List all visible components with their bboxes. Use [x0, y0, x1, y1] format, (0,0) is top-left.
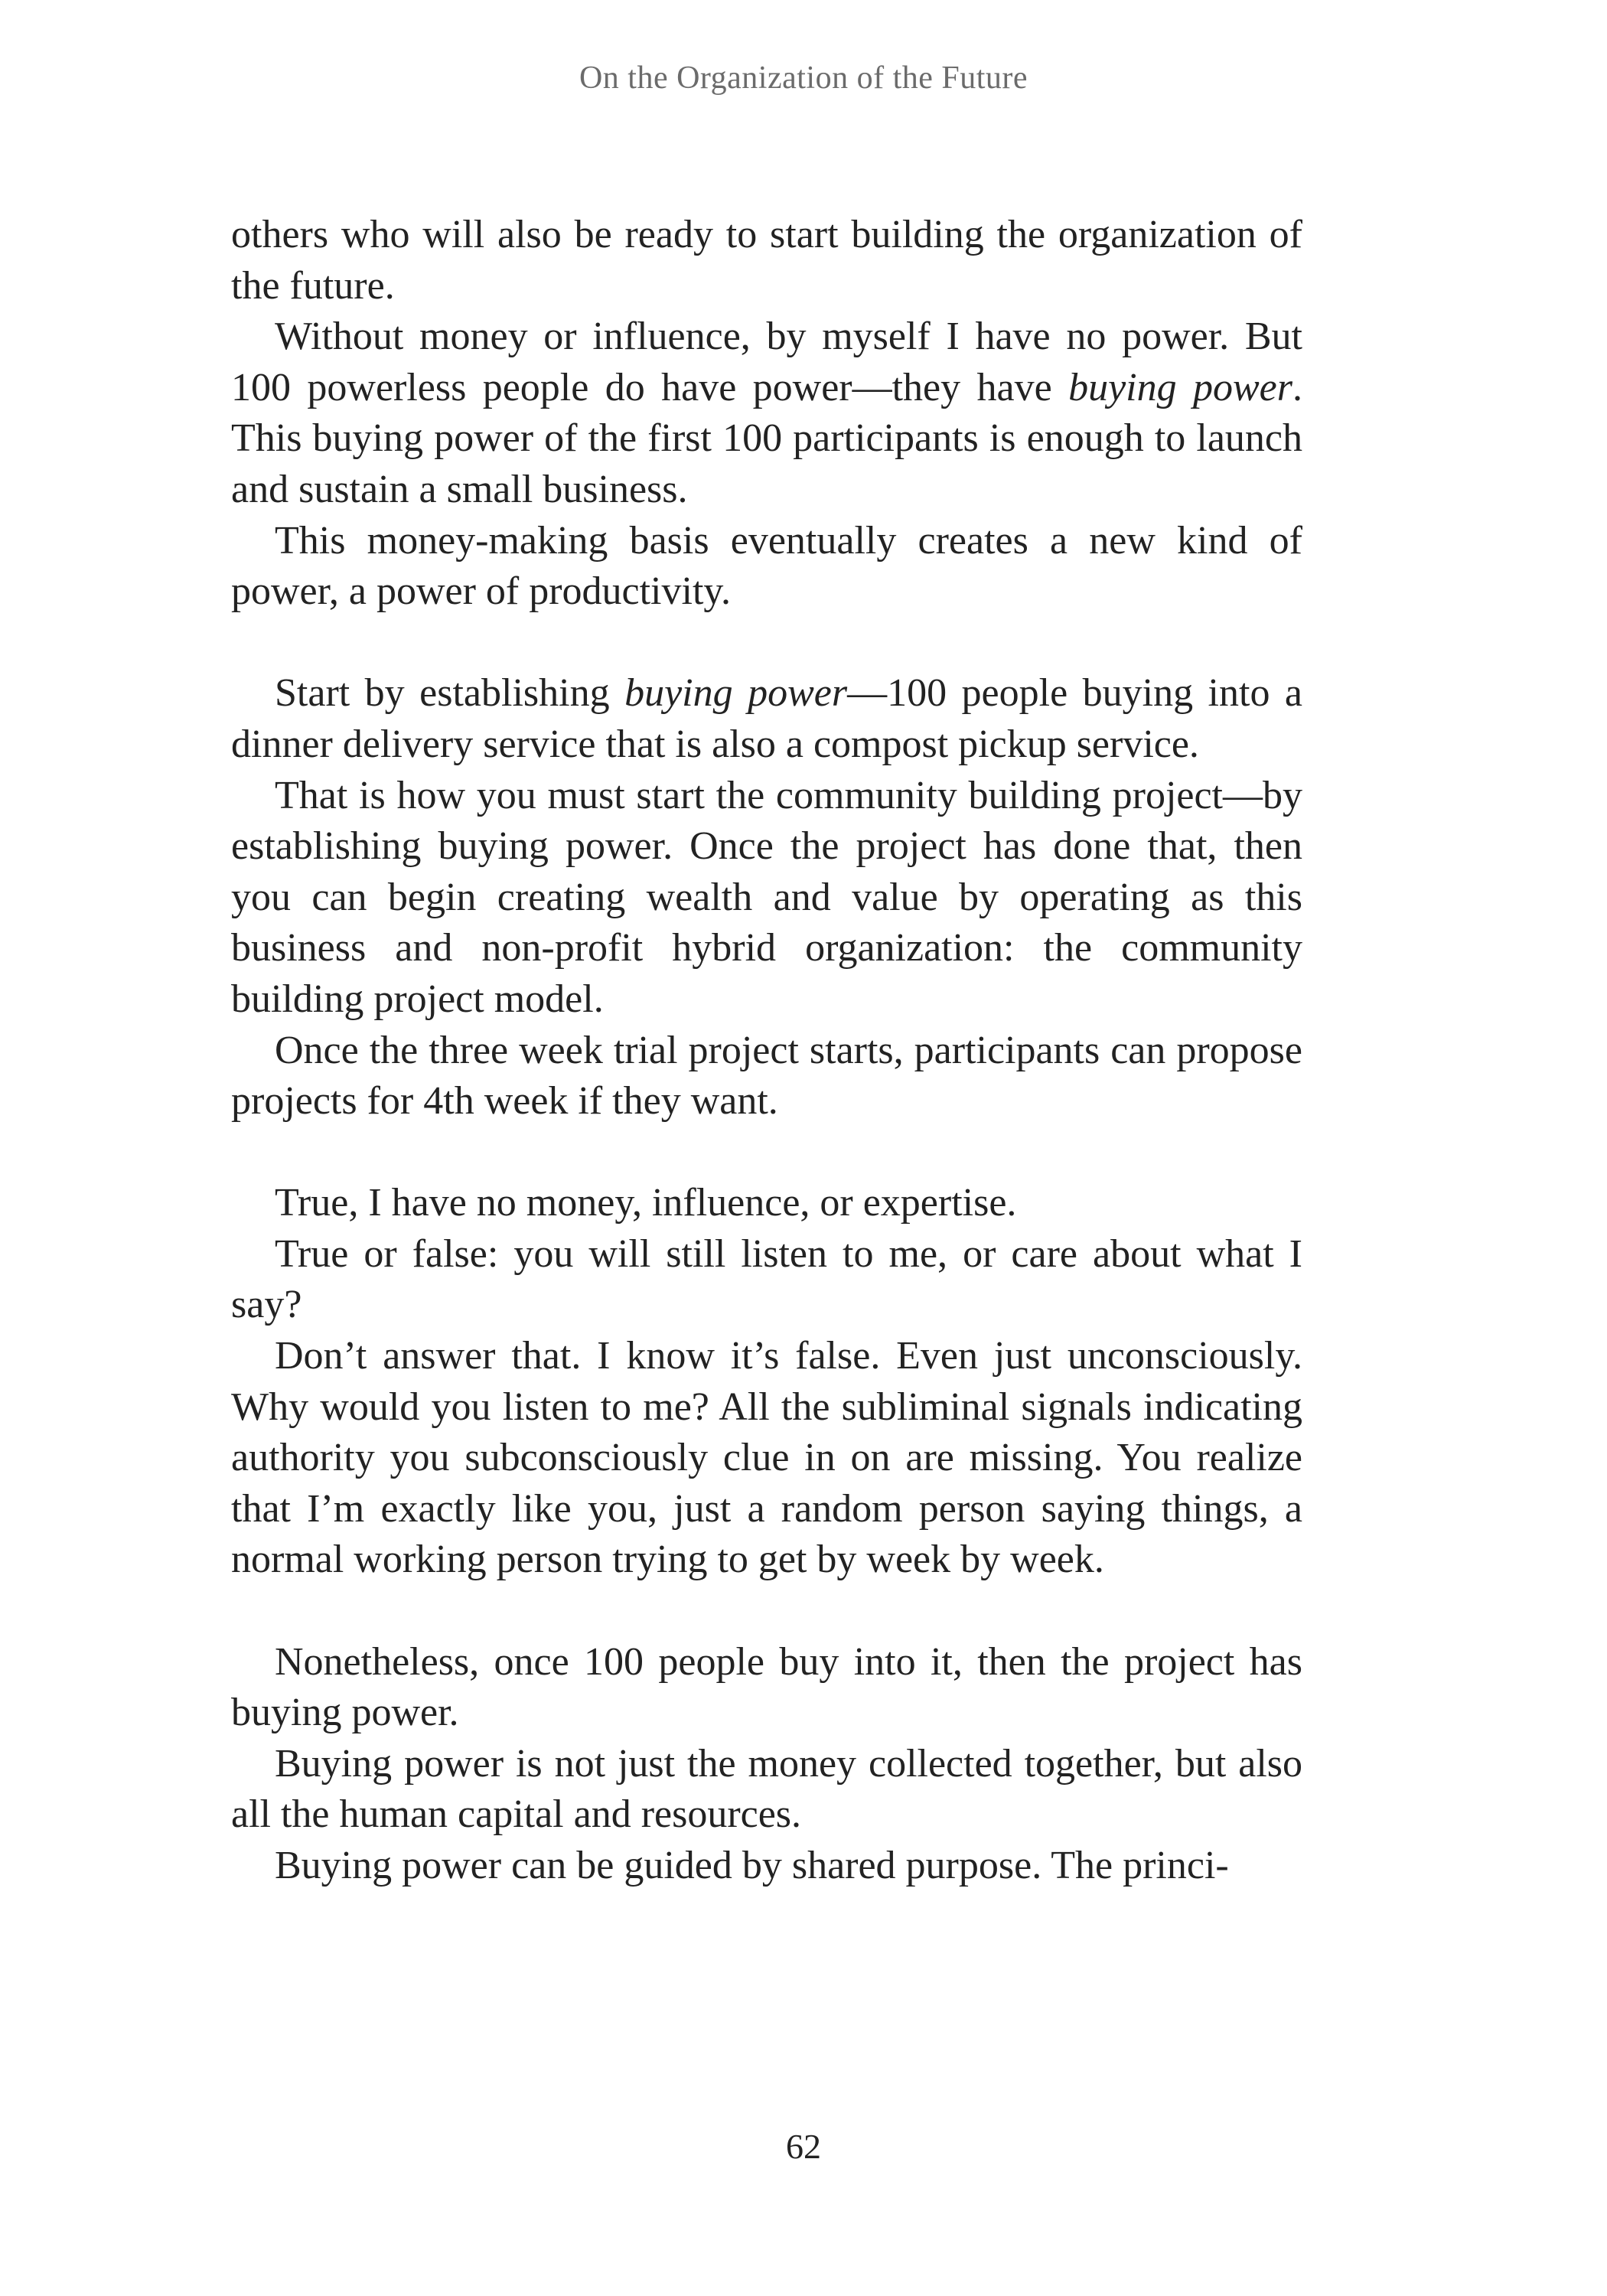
text-run: . This buying power of the first 100 participants is enough to launch and sustain a small business. [231, 365, 1302, 511]
text-run: Start by establishing [275, 671, 625, 716]
paragraph [231, 311, 1302, 515]
emphasis-text: buying power [624, 671, 848, 716]
paragraph-continuation: others who will also be ready to start building the organization of the future. [231, 213, 1302, 308]
page-body-text [231, 210, 1302, 1892]
running-header: On the Organization of the Future [579, 60, 1028, 96]
page-number: 62 [786, 2127, 821, 2166]
paragraph: True or false: you will still listen to me, or care about what I say? [231, 1231, 1302, 1327]
paragraph [231, 668, 1302, 770]
text-run: —100 people buying into a dinner delivery service that is also a compost pickup service. [231, 671, 1303, 766]
paragraph: True, I have no money, influence, or expertise. [275, 1181, 1017, 1225]
paragraph: Buying power is not just the money collected together, but also all the human capital and resources. [231, 1741, 1302, 1837]
emphasis-text: buying power [1068, 365, 1292, 409]
paragraph: Buying power can be guided by shared purpose. The princi- [275, 1844, 1229, 1887]
paragraph: Nonetheless, once 100 people buy into it, then the project has buying power. [231, 1639, 1302, 1735]
paragraph: This money-making basis eventually creates a new kind of power, a power of productivity. [231, 518, 1302, 614]
paragraph: Once the three week trial project starts, participants can propose projects for 4th week if they want. [231, 1028, 1302, 1124]
paragraph: That is how you must start the community building project—by establishing buying power. Once the project has done that, then you can begin creating wealth and value by operating as this business and non-profit hybrid organization: the community building project model. [231, 773, 1302, 1021]
paragraph: Don’t answer that. I know it’s false. Even just unconsciously. Why would you listen to me? All the subliminal signals indicating authority you subconsciously clue in on are missing. You realize that I’m exactly like you, just a random person saying things, a normal working person trying to get by week by week. [231, 1334, 1302, 1582]
text-run: Without money or influence, by myself I have no power. But 100 powerless people do have power—they have [231, 315, 1302, 409]
